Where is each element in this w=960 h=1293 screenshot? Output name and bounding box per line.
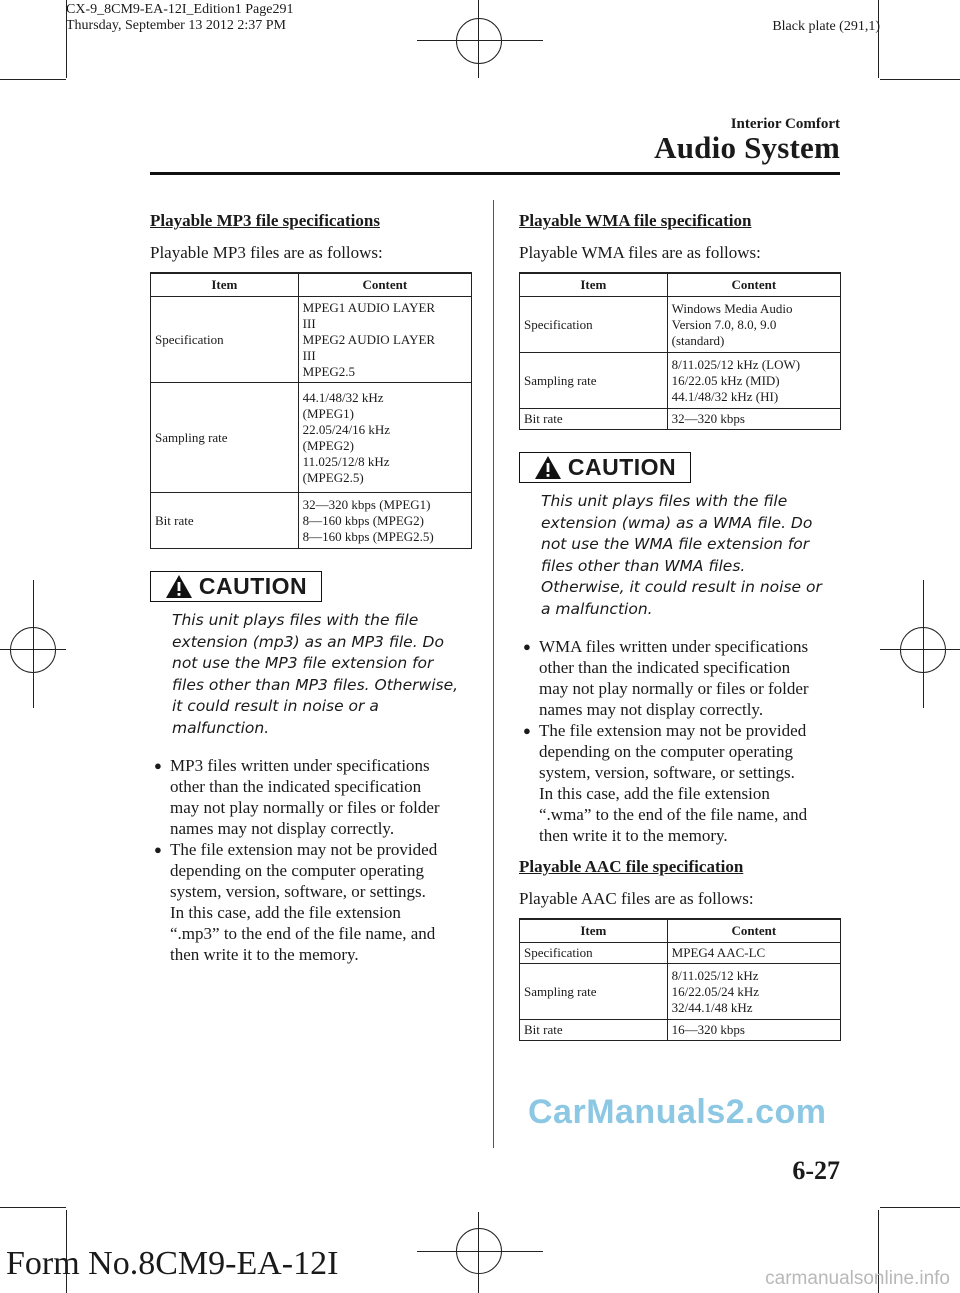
content-line: 32—320 kbps (MPEG1)	[302, 496, 431, 512]
content-cell	[298, 383, 471, 493]
list-line: MP3 files written under specifications	[170, 756, 430, 775]
content-line: III	[302, 315, 316, 331]
table-header-row	[520, 919, 841, 943]
table-row	[151, 297, 472, 383]
wma-heading: Playable WMA file specification	[519, 211, 752, 230]
table-row	[151, 383, 472, 493]
content-line: MPEG2 AUDIO LAYER	[302, 331, 436, 347]
content-line: 44.1/48/32 kHz (HI)	[671, 388, 779, 404]
content-line: 11.025/12/8 kHz	[302, 453, 390, 469]
caution-line: malfunction.	[172, 718, 270, 737]
caution-line: not use the MP3 file extension for	[172, 654, 434, 672]
wma-spec-table	[519, 272, 841, 430]
content-line: MPEG1 AUDIO LAYER	[302, 299, 436, 315]
column-header: Content	[667, 273, 840, 297]
list-line: The file extension may not be provided	[539, 721, 807, 740]
list-line: depending on the computer operating	[170, 861, 424, 880]
content-cell	[667, 297, 840, 353]
wma-intro: Playable WMA files are as follows:	[519, 243, 761, 262]
bullet-icon: ●	[523, 723, 531, 738]
item-cell: Specification	[520, 943, 668, 964]
plate-info-file: CX-9_8CM9-EA-12I_Edition1 Page291	[66, 2, 294, 17]
content-line: 8—160 kbps (MPEG2.5)	[302, 528, 434, 544]
caution-line: files other than MP3 files. Otherwise,	[172, 675, 459, 694]
table-row	[520, 409, 841, 430]
item-cell: Sampling rate	[520, 353, 668, 409]
list-line: WMA files written under specifications	[539, 637, 809, 656]
content-cell	[667, 964, 840, 1020]
list-line: In this case, add the file extension	[539, 784, 770, 803]
content-line: 16/22.05/24 kHz	[671, 983, 760, 999]
aac-spec-table	[519, 918, 841, 1041]
mp3-heading: Playable MP3 file specifications	[150, 211, 380, 230]
bullet-icon: ●	[154, 758, 162, 773]
caution-line: extension (wma) as a WMA file. Do	[541, 513, 813, 532]
caution-line: files other than WMA files.	[541, 556, 746, 575]
bullet-icon: ●	[154, 842, 162, 857]
list-line: “.wma” to the end of the file name, and	[539, 805, 808, 824]
item-cell: Specification	[151, 297, 299, 383]
list-line: other than the indicated specification	[170, 777, 422, 796]
caution-line: it could result in noise or a	[172, 697, 379, 715]
content-line: (MPEG2.5)	[302, 469, 364, 485]
caution-label: CAUTION	[198, 573, 308, 599]
list-item	[519, 720, 841, 846]
warning-icon	[165, 574, 193, 599]
content-line: 8/11.025/12 kHz	[671, 967, 759, 983]
content-line: (standard)	[671, 332, 725, 348]
mp3-section	[150, 210, 472, 965]
table-row	[520, 964, 841, 1020]
caution-line: This unit plays files with the file	[541, 492, 788, 510]
caution-badge	[519, 452, 691, 483]
list-line: The file extension may not be provided	[170, 840, 438, 859]
content-line: 32—320 kbps	[671, 411, 745, 426]
caution-line: extension (mp3) as an MP3 file. Do	[172, 632, 444, 651]
content-cell	[667, 1020, 840, 1041]
content-line: 44.1/48/32 kHz	[302, 389, 384, 405]
list-line: then write it to the memory.	[539, 826, 728, 845]
list-line: In this case, add the file extension	[170, 903, 401, 922]
item-cell: Bit rate	[520, 409, 668, 430]
content-line: III	[302, 347, 316, 363]
list-line: may not play normally or files or folder	[170, 798, 440, 817]
content-cell	[298, 493, 471, 549]
column-header: Item	[520, 273, 668, 297]
content-line: 8/11.025/12 kHz (LOW)	[671, 356, 801, 372]
plate-info-date: Thursday, September 13 2012 2:37 PM	[66, 18, 286, 33]
page-title: Audio System	[654, 130, 840, 165]
list-line: “.mp3” to the end of the file name, and	[170, 924, 436, 943]
caution-line: a malfunction.	[541, 599, 653, 618]
table-row	[520, 297, 841, 353]
table-row	[520, 353, 841, 409]
caution-text	[172, 610, 472, 739]
list-line: depending on the computer operating	[539, 742, 793, 761]
page-number: 6-27	[792, 1156, 840, 1185]
list-line: may not play normally or files or folder	[539, 679, 809, 698]
content-line: 8—160 kbps (MPEG2)	[302, 512, 424, 528]
list-line: names may not display correctly.	[170, 819, 395, 838]
plate-info	[66, 2, 293, 34]
item-cell: Specification	[520, 297, 668, 353]
list-line: names may not display correctly.	[539, 700, 764, 719]
content-cell	[298, 297, 471, 383]
table-row	[151, 493, 472, 549]
column-header: Item	[520, 919, 668, 943]
content-line: Version 7.0, 8.0, 9.0	[671, 316, 777, 332]
item-cell: Bit rate	[520, 1020, 668, 1041]
table-row	[520, 1020, 841, 1041]
carmanuals-watermark: CarManuals2.com	[528, 1093, 827, 1131]
content-cell	[667, 943, 840, 964]
caution-text	[541, 491, 841, 620]
list-item	[150, 839, 472, 965]
table-row	[520, 943, 841, 964]
caution-badge	[150, 571, 322, 602]
content-line: 16—320 kbps	[671, 1022, 745, 1037]
item-cell: Bit rate	[151, 493, 299, 549]
caution-label: CAUTION	[567, 454, 677, 480]
mp3-notes	[150, 755, 472, 965]
mp3-intro: Playable MP3 files are as follows:	[150, 243, 383, 262]
content-line: 32/44.1/48 kHz	[671, 999, 753, 1015]
content-line: MPEG2.5	[302, 363, 356, 379]
content-line: (MPEG1)	[302, 405, 354, 421]
caution-line: not use the WMA file extension for	[541, 535, 810, 553]
wma-section	[519, 210, 841, 1063]
content-line: Windows Media Audio	[671, 300, 793, 316]
aac-intro: Playable AAC files are as follows:	[519, 889, 754, 908]
form-number: Form No.8CM9-EA-12I	[6, 1245, 339, 1282]
section-label: Interior Comfort	[730, 116, 840, 132]
list-line: then write it to the memory.	[170, 945, 359, 964]
bullet-icon: ●	[523, 639, 531, 654]
aac-heading: Playable AAC file specification	[519, 857, 744, 876]
list-item	[519, 636, 841, 720]
black-plate-label: Black plate (291,1)	[772, 19, 880, 34]
list-line: system, version, software, or settings.	[170, 882, 426, 901]
table-header-row	[520, 273, 841, 297]
list-item	[150, 755, 472, 839]
table-header-row	[151, 273, 472, 297]
column-header: Content	[667, 919, 840, 943]
list-line: system, version, software, or settings.	[539, 763, 795, 782]
site-watermark: carmanualsonline.info	[765, 1268, 950, 1289]
list-line: other than the indicated specification	[539, 658, 791, 677]
item-cell: Sampling rate	[520, 964, 668, 1020]
content-line: 16/22.05 kHz (MID)	[671, 372, 780, 388]
caution-line: Otherwise, it could result in noise or	[541, 578, 822, 596]
column-header: Content	[298, 273, 471, 297]
content-line: (MPEG2)	[302, 437, 354, 453]
title-rule	[150, 172, 840, 175]
content-line: MPEG4 AAC-LC	[671, 945, 766, 960]
column-divider	[493, 200, 494, 1148]
item-cell: Sampling rate	[151, 383, 299, 493]
content-cell	[667, 409, 840, 430]
warning-icon	[534, 455, 562, 480]
content-line: 22.05/24/16 kHz	[302, 421, 391, 437]
caution-line: This unit plays files with the file	[172, 611, 419, 629]
content-cell	[667, 353, 840, 409]
wma-notes	[519, 636, 841, 846]
column-header: Item	[151, 273, 299, 297]
mp3-spec-table	[150, 272, 472, 549]
